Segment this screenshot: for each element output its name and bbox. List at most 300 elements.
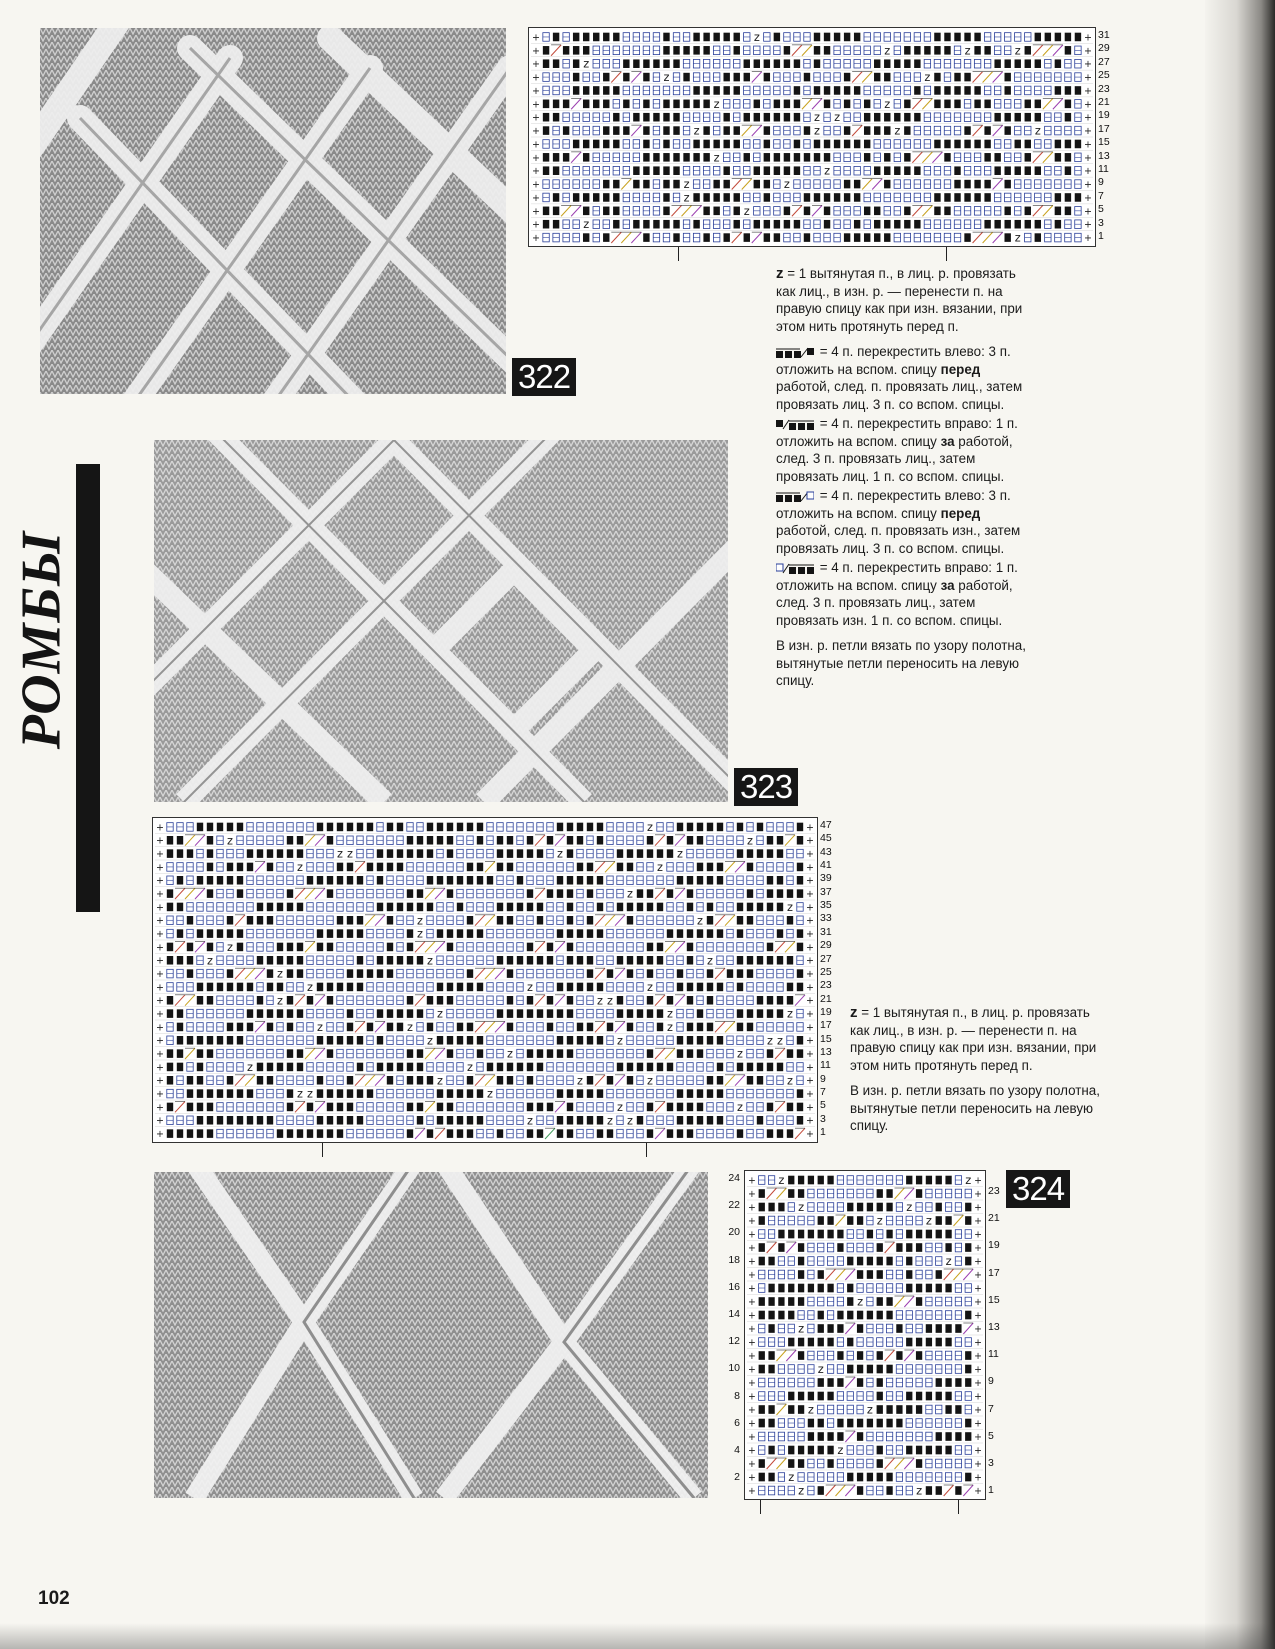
svg-text:z: z: [778, 1173, 785, 1188]
svg-text:+: +: [748, 1378, 756, 1390]
svg-text:+: +: [156, 1022, 164, 1034]
svg-text:+: +: [974, 1310, 982, 1322]
svg-text:+: +: [532, 59, 541, 71]
chart-323-row-label-5: 5: [820, 1099, 826, 1112]
chart-323-row-label-27: 27: [820, 952, 832, 965]
svg-text:+: +: [748, 1256, 756, 1268]
svg-text:+: +: [1083, 32, 1092, 44]
svg-text:+: +: [1083, 179, 1092, 191]
svg-text:+: +: [806, 1115, 814, 1127]
svg-text:+: +: [748, 1445, 756, 1457]
svg-text:z: z: [814, 123, 821, 138]
svg-text:+: +: [748, 1405, 756, 1417]
chart-323-row-label-1: 1: [820, 1126, 826, 1139]
svg-text:z: z: [737, 1046, 743, 1061]
svg-text:z: z: [693, 123, 700, 138]
svg-text:+: +: [156, 982, 164, 994]
svg-text:z: z: [683, 177, 690, 192]
svg-text:z: z: [798, 1200, 805, 1215]
legend-323: [850, 1004, 1106, 1143]
svg-text:+: +: [156, 1129, 164, 1141]
svg-text:+: +: [806, 902, 814, 914]
svg-text:z: z: [677, 846, 683, 861]
svg-text:+: +: [1083, 206, 1092, 218]
svg-text:+: +: [806, 875, 814, 887]
svg-text:z: z: [753, 29, 760, 44]
chart-324-repeat-marker-right: [958, 1500, 959, 1514]
svg-text:z: z: [787, 1006, 793, 1021]
svg-text:z: z: [906, 1200, 913, 1215]
chart-323-row-label-45: 45: [820, 832, 832, 845]
chart-322-row-label-25: 25: [1098, 69, 1110, 82]
svg-text:+: +: [532, 219, 541, 231]
svg-text:+: +: [748, 1337, 756, 1349]
svg-text:+: +: [806, 822, 814, 834]
svg-text:+: +: [748, 1270, 756, 1282]
svg-text:+: +: [806, 889, 814, 901]
svg-text:z: z: [507, 1046, 513, 1061]
svg-text:z: z: [667, 1019, 673, 1034]
chart-324-row-label-left-2: 2: [734, 1471, 740, 1484]
svg-text:z: z: [837, 1443, 844, 1458]
svg-text:z: z: [583, 217, 590, 232]
chart-324-row-label-right-19: 19: [988, 1239, 1000, 1252]
svg-text:+: +: [974, 1324, 982, 1336]
svg-text:+: +: [974, 1445, 982, 1457]
svg-text:+: +: [748, 1364, 756, 1376]
svg-text:+: +: [748, 1189, 756, 1201]
svg-text:z: z: [337, 846, 343, 861]
svg-text:+: +: [1083, 139, 1092, 151]
chart-322-repeat-marker-right: [946, 247, 947, 261]
chart-323-row-label-13: 13: [820, 1045, 832, 1058]
chart-324-row-label-right-17: 17: [988, 1266, 1000, 1279]
legend-cross-left-purl: = 4 п. перекрестить влево: 3 п. отложить на вспом. спицу перед работой, след. п. провязать изн., затем провязать лиц. 3 п. со вспом. спицы.: [776, 488, 1021, 556]
chart-322-row-label-23: 23: [1098, 82, 1110, 95]
svg-text:+: +: [806, 1009, 814, 1021]
svg-text:+: +: [532, 139, 541, 151]
svg-text:+: +: [532, 233, 541, 245]
svg-text:+: +: [748, 1283, 756, 1295]
svg-text:z: z: [767, 1033, 773, 1048]
chart-324-row-label-left-6: 6: [734, 1416, 740, 1429]
svg-text:+: +: [748, 1486, 756, 1498]
svg-text:z: z: [427, 953, 433, 968]
chart322-grid: [529, 28, 1095, 246]
svg-text:+: +: [156, 822, 164, 834]
svg-text:z: z: [437, 1006, 443, 1021]
legend-wrong-side: В изн. р. петли вязать по узору полотна, вытянутые петли переносить на левую спицу.: [776, 638, 1026, 688]
svg-text:+: +: [156, 1009, 164, 1021]
cross-right-symbol: [776, 419, 814, 430]
svg-text:+: +: [974, 1351, 982, 1363]
svg-text:z: z: [713, 96, 720, 111]
svg-text:+: +: [974, 1202, 982, 1214]
svg-text:+: +: [974, 1243, 982, 1255]
cross-left-symbol: [776, 347, 814, 358]
chart-324-row-label-left-18: 18: [728, 1253, 740, 1266]
svg-text:z: z: [583, 56, 590, 71]
svg-text:+: +: [532, 72, 541, 84]
chart-322-row-label-29: 29: [1098, 42, 1110, 55]
svg-text:z: z: [307, 1086, 313, 1101]
svg-text:+: +: [748, 1324, 756, 1336]
svg-text:+: +: [806, 862, 814, 874]
page-number: 102: [38, 1588, 70, 1609]
svg-text:+: +: [974, 1405, 982, 1417]
svg-text:+: +: [1083, 126, 1092, 138]
svg-text:+: +: [974, 1256, 982, 1268]
svg-text:z: z: [783, 177, 790, 192]
svg-text:z: z: [777, 1033, 783, 1048]
photo-324: [154, 1172, 708, 1498]
svg-text:z: z: [916, 1483, 923, 1498]
chart-322-row-label-9: 9: [1098, 176, 1104, 189]
chart-324-row-label-right-1: 1: [988, 1484, 994, 1497]
legend-cross-right-purl: = 4 п. перекрестить вправо: 1 п. отложить на вспом. спицу за работой, след. 3 п. провязать лиц., затем провязать изн. 1 п. со вспом. спицы.: [776, 560, 1018, 628]
svg-text:+: +: [748, 1175, 756, 1187]
chart-324-row-label-left-12: 12: [728, 1335, 740, 1348]
svg-text:z: z: [227, 833, 233, 848]
svg-text:+: +: [974, 1189, 982, 1201]
svg-text:+: +: [156, 1089, 164, 1101]
svg-text:z: z: [743, 203, 750, 218]
svg-text:+: +: [156, 929, 164, 941]
svg-text:z: z: [657, 859, 663, 874]
chart-324-row-label-right-9: 9: [988, 1375, 994, 1388]
svg-text:+: +: [156, 902, 164, 914]
svg-text:z: z: [683, 190, 690, 205]
svg-text:+: +: [806, 1035, 814, 1047]
svg-text:z: z: [307, 979, 313, 994]
svg-text:+: +: [974, 1391, 982, 1403]
svg-text:z: z: [597, 993, 603, 1008]
pattern-number-322: 322: [512, 358, 576, 396]
svg-text:z: z: [627, 886, 633, 901]
svg-text:+: +: [1083, 45, 1092, 57]
svg-text:+: +: [748, 1229, 756, 1241]
svg-text:+: +: [748, 1351, 756, 1363]
svg-text:+: +: [806, 1089, 814, 1101]
svg-text:z: z: [747, 833, 753, 848]
svg-text:+: +: [974, 1364, 982, 1376]
svg-text:z: z: [807, 1402, 814, 1417]
svg-text:+: +: [806, 942, 814, 954]
chart-322-row-label-15: 15: [1098, 136, 1110, 149]
svg-text:+: +: [1083, 192, 1092, 204]
chart-322-row-label-1: 1: [1098, 230, 1104, 242]
chart-323-row-label-11: 11: [820, 1059, 831, 1072]
svg-text:+: +: [1083, 59, 1092, 71]
svg-text:+: +: [532, 45, 541, 57]
svg-text:z: z: [577, 1073, 583, 1088]
cross-right-purl-symbol: [776, 563, 814, 574]
svg-text:+: +: [974, 1216, 982, 1228]
chart-322-row-label-13: 13: [1098, 149, 1110, 162]
svg-text:+: +: [974, 1486, 982, 1498]
chart-323-row-label-43: 43: [820, 845, 832, 858]
svg-text:+: +: [156, 1062, 164, 1074]
chart-324-row-label-left-20: 20: [728, 1226, 740, 1239]
svg-text:z: z: [667, 1006, 673, 1021]
svg-text:+: +: [806, 995, 814, 1007]
svg-text:+: +: [1083, 99, 1092, 111]
legend-322: [776, 265, 1034, 698]
svg-text:z: z: [737, 1099, 743, 1114]
chart-323-row-label-29: 29: [820, 939, 832, 952]
photo-322: [40, 28, 506, 394]
svg-text:+: +: [806, 1075, 814, 1087]
svg-text:z: z: [884, 96, 891, 111]
svg-text:z: z: [1014, 43, 1021, 58]
cross-left-purl-symbol: [776, 491, 814, 502]
chart-324-row-label-left-10: 10: [728, 1362, 740, 1375]
svg-text:+: +: [748, 1243, 756, 1255]
chart323-grid: [153, 818, 817, 1142]
svg-text:+: +: [974, 1472, 982, 1484]
legend-cross-left-knit: = 4 п. перекрестить влево: 3 п. отложить на вспом. спицу перед работой, след. п. провязать лиц., затем провязать лиц. 3 п. со вспом. спицы.: [776, 344, 1023, 412]
chart-322: [528, 27, 1096, 247]
svg-text:+: +: [1083, 112, 1092, 124]
svg-text:z: z: [437, 1073, 443, 1088]
sidebar-bar: [76, 464, 100, 912]
svg-text:z: z: [663, 70, 670, 85]
svg-text:+: +: [748, 1432, 756, 1444]
svg-text:+: +: [974, 1459, 982, 1471]
svg-text:z: z: [417, 913, 423, 928]
svg-text:z: z: [647, 819, 653, 834]
pattern-number-323: 323: [734, 768, 798, 806]
svg-text:+: +: [1083, 233, 1092, 245]
svg-text:+: +: [748, 1391, 756, 1403]
chart-324-row-label-right-23: 23: [988, 1185, 1000, 1197]
svg-text:+: +: [156, 862, 164, 874]
chart-324-row-label-left-22: 22: [728, 1199, 740, 1212]
chart-323-row-label-3: 3: [820, 1112, 826, 1125]
svg-text:z: z: [788, 1470, 795, 1485]
svg-text:+: +: [1083, 166, 1092, 178]
svg-text:+: +: [156, 849, 164, 861]
svg-text:z: z: [707, 953, 713, 968]
chart-324-row-label-right-13: 13: [988, 1321, 1000, 1333]
chart-323-row-label-9: 9: [820, 1072, 826, 1085]
svg-text:+: +: [748, 1216, 756, 1228]
chart-324-row-label-left-16: 16: [728, 1280, 740, 1293]
section-title-wrapper: [10, 520, 72, 760]
svg-text:z: z: [713, 150, 720, 165]
svg-text:z: z: [527, 979, 533, 994]
chart-324-row-label-left-24: 24: [728, 1172, 740, 1184]
chart-324-row-label-right-7: 7: [988, 1402, 994, 1415]
chart-324-row-label-left-14: 14: [728, 1308, 740, 1320]
svg-text:z: z: [207, 953, 213, 968]
svg-text:+: +: [532, 32, 541, 44]
svg-text:z: z: [894, 123, 901, 138]
chart-323-row-label-37: 37: [820, 885, 832, 898]
chart-322-row-label-3: 3: [1098, 216, 1104, 229]
svg-text:z: z: [945, 1254, 952, 1269]
chart-322-repeat-marker-left: [678, 247, 679, 261]
chart-323-repeat-marker-right: [646, 1143, 647, 1157]
svg-text:z: z: [407, 1019, 413, 1034]
svg-text:z: z: [787, 899, 793, 914]
svg-text:+: +: [974, 1418, 982, 1430]
svg-text:z: z: [527, 1113, 533, 1128]
svg-text:+: +: [532, 152, 541, 164]
svg-text:z: z: [607, 993, 613, 1008]
svg-text:z: z: [297, 1086, 303, 1101]
chart324-grid: [745, 1171, 985, 1499]
svg-text:z: z: [1034, 123, 1041, 138]
svg-text:+: +: [156, 955, 164, 967]
svg-text:+: +: [532, 112, 541, 124]
svg-text:z: z: [347, 846, 353, 861]
svg-text:+: +: [748, 1459, 756, 1471]
chart-322-row-label-5: 5: [1098, 203, 1104, 216]
svg-text:z: z: [925, 1213, 932, 1228]
svg-text:z: z: [277, 966, 283, 981]
svg-text:z: z: [834, 110, 841, 125]
chart-324-row-label-right-21: 21: [988, 1212, 1000, 1225]
chart-322-row-label-11: 11: [1098, 163, 1109, 175]
chart-323-row-label-7: 7: [820, 1086, 826, 1098]
svg-text:+: +: [748, 1297, 756, 1309]
chart-324-row-label-right-15: 15: [988, 1293, 1000, 1306]
svg-text:+: +: [156, 1075, 164, 1087]
section-title: РОМБЫ: [10, 530, 72, 750]
chart-324-row-label-left-4: 4: [734, 1444, 740, 1456]
chart-323-repeat-marker-left: [322, 1143, 323, 1157]
svg-text:z: z: [487, 1086, 493, 1101]
chart-323-row-label-17: 17: [820, 1019, 832, 1032]
chart-324-repeat-marker-left: [760, 1500, 761, 1514]
svg-text:z: z: [814, 110, 821, 125]
photo-323: [154, 440, 728, 802]
legend-323-wrong-side: В изн. р. петли вязать по узору полотна, вытянутые петли переносить на левую спицу.: [850, 1083, 1100, 1133]
svg-text:+: +: [156, 1035, 164, 1047]
pattern-number-324: 324: [1006, 1170, 1070, 1208]
svg-text:+: +: [806, 1049, 814, 1061]
legend-cross-right-knit: = 4 п. перекрестить вправо: 1 п. отложить на вспом. спицу за работой, след. 3 п. провязать лиц., затем провязать лиц. 1 п. со вспом. спицы.: [776, 416, 1018, 484]
svg-text:z: z: [697, 913, 703, 928]
chart-323-row-label-19: 19: [820, 1005, 832, 1018]
svg-text:+: +: [806, 955, 814, 967]
chart-322-row-label-21: 21: [1098, 96, 1110, 108]
chart-323-row-label-31: 31: [820, 925, 832, 938]
svg-text:z: z: [227, 939, 233, 954]
svg-text:+: +: [1083, 85, 1092, 97]
svg-text:+: +: [1083, 72, 1092, 84]
svg-text:+: +: [748, 1310, 756, 1322]
svg-text:z: z: [467, 1059, 473, 1074]
svg-text:+: +: [156, 875, 164, 887]
svg-text:+: +: [806, 835, 814, 847]
svg-text:z: z: [647, 979, 653, 994]
chart-324-row-label-right-11: 11: [988, 1348, 999, 1361]
chart-323-row-label-25: 25: [820, 965, 832, 978]
svg-text:z: z: [1014, 230, 1021, 245]
chart-323-row-label-33: 33: [820, 912, 832, 925]
svg-text:z: z: [817, 1362, 824, 1377]
svg-text:+: +: [532, 179, 541, 191]
chart-322-row-label-7: 7: [1098, 189, 1104, 202]
svg-text:+: +: [806, 849, 814, 861]
svg-text:+: +: [974, 1297, 982, 1309]
svg-text:+: +: [532, 166, 541, 178]
svg-text:z: z: [866, 1402, 873, 1417]
svg-text:+: +: [806, 969, 814, 981]
legend-z: z = 1 вытянутая п., в лиц. р. провязать как лиц., в изн. р. — перенести п. на правую спицу как при изн. вязании, при этом нить протянуть перед п.: [776, 265, 1023, 334]
svg-text:z: z: [317, 1019, 323, 1034]
legend-323-z: z = 1 вытянутая п., в лиц. р. провязать как лиц., в изн. р. — перенести п. на правую спицу как при изн. вязании, при этом нить протянуть перед п.: [850, 1004, 1097, 1073]
svg-text:+: +: [974, 1432, 982, 1444]
page-edge-shadow: [1205, 0, 1275, 1649]
svg-text:+: +: [974, 1229, 982, 1241]
svg-text:z: z: [297, 859, 303, 874]
svg-text:+: +: [532, 85, 541, 97]
chart-324-row-label-right-3: 3: [988, 1457, 994, 1469]
svg-text:z: z: [787, 1073, 793, 1088]
svg-text:z: z: [277, 993, 283, 1008]
chart-322-row-label-27: 27: [1098, 55, 1110, 68]
svg-text:z: z: [924, 70, 931, 85]
svg-text:+: +: [974, 1337, 982, 1349]
svg-text:+: +: [806, 982, 814, 994]
svg-text:z: z: [427, 1033, 433, 1048]
svg-text:z: z: [824, 163, 831, 178]
chart-323-row-label-23: 23: [820, 979, 832, 992]
chart-324-row-label-right-5: 5: [988, 1429, 994, 1442]
svg-text:z: z: [965, 1173, 972, 1188]
svg-text:+: +: [156, 995, 164, 1007]
svg-text:+: +: [156, 969, 164, 981]
svg-text:+: +: [532, 192, 541, 204]
svg-text:z: z: [876, 1213, 883, 1228]
chart-323-row-label-39: 39: [820, 872, 832, 885]
svg-text:z: z: [557, 846, 563, 861]
svg-text:z: z: [798, 1321, 805, 1336]
svg-text:+: +: [748, 1418, 756, 1430]
svg-text:z: z: [247, 1059, 253, 1074]
svg-text:+: +: [806, 1062, 814, 1074]
svg-text:+: +: [806, 929, 814, 941]
svg-text:z: z: [607, 1113, 613, 1128]
svg-text:z: z: [884, 43, 891, 58]
svg-text:+: +: [156, 889, 164, 901]
chart-322-row-label-19: 19: [1098, 109, 1110, 122]
svg-text:+: +: [806, 1129, 814, 1141]
svg-text:+: +: [748, 1202, 756, 1214]
page-bottom-shadow: [0, 1623, 1275, 1649]
svg-text:+: +: [156, 942, 164, 954]
svg-text:+: +: [974, 1175, 982, 1187]
svg-text:z: z: [857, 1294, 864, 1309]
svg-text:+: +: [974, 1283, 982, 1295]
svg-text:+: +: [1083, 152, 1092, 164]
chart-323: [152, 817, 818, 1143]
svg-text:+: +: [974, 1378, 982, 1390]
svg-text:+: +: [1083, 219, 1092, 231]
svg-text:z: z: [647, 1073, 653, 1088]
svg-text:+: +: [156, 835, 164, 847]
svg-text:z: z: [617, 1099, 623, 1114]
svg-text:z: z: [798, 1483, 805, 1498]
chart-323-row-label-35: 35: [820, 899, 832, 912]
svg-text:+: +: [532, 99, 541, 111]
svg-text:+: +: [748, 1472, 756, 1484]
svg-text:+: +: [532, 206, 541, 218]
chart-323-row-label-15: 15: [820, 1032, 832, 1045]
